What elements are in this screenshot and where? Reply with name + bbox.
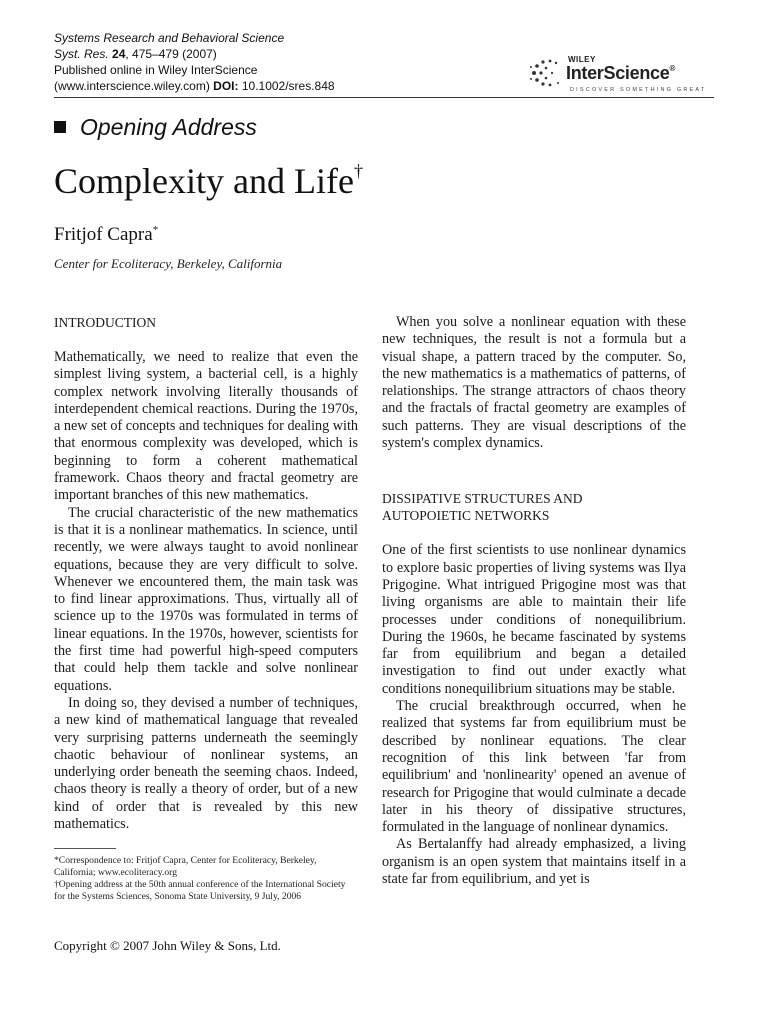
copyright: Copyright © 2007 John Wiley & Sons, Ltd. — [54, 938, 281, 953]
journal-url[interactable]: (www.interscience.wiley.com) — [54, 79, 210, 93]
paragraph: In doing so, they devised a number of techniques, a new kind of mathematical language that revealed very surprising patterns underneath the seemingly chaotic behaviour of nonlinear systems, an underlying order beneath the seeming chaos. Indeed, chaos theory is really a theory of order, but of a new kind of order that is revealed by this new mathematics. — [54, 694, 358, 833]
paragraph: One of the first scientists to use nonlinear dynamics to explore basic properties of living systems was Ilya Prigogine. What intrigued Prigogine most was that living organisms are able to maintain their life processes under conditions of nonequilibrium. During the 1960s, he became fascinated by systems far from equilibrium and began a detailed investigation to find out under exactly what conditions nonequilibrium situations may be stable. — [382, 542, 686, 697]
interscience-wordmark — [566, 63, 675, 84]
section-label-text: Opening Address — [80, 114, 257, 140]
logo-tagline: DISCOVER SOMETHING GREAT — [570, 87, 707, 93]
author — [54, 224, 158, 246]
footnote-correspondence: *Correspondence to: Fritjof Capra, Center for Ecoliteracy, Berkeley, California; www.ecoliteracy.org — [54, 855, 317, 878]
volume: 24 — [112, 47, 126, 61]
footnotes — [54, 855, 358, 903]
wiley-interscience-logo — [528, 55, 728, 97]
paragraph: The crucial breakthrough occurred, when he realized that systems far from equilibrium must be described by nonlinear equations. The clear recognition of this link between 'far from equilibrium' and 'nonlinearity' opened an avenue of research for Prigogine that would culminate a decade later in his theory of dissipative structures, formulated in the language of nonlinear dynamics. — [382, 698, 686, 836]
left-column — [54, 314, 358, 833]
square-bullet-icon — [54, 121, 66, 133]
heading-line: AUTOPOIETIC NETWORKS — [382, 508, 550, 524]
author-footnote-mark[interactable]: * — [152, 224, 159, 236]
published-online: Published online in Wiley InterScience — [54, 63, 258, 77]
section-heading-dissipative — [382, 490, 686, 524]
section-label — [54, 114, 257, 141]
affiliation: Center for Ecoliteracy, Berkeley, California — [54, 256, 283, 271]
paragraph: The crucial characteristic of the new mathematics is that it is a nonlinear mathematics. In science, until recently, we were always taught to avoid nonlinear equations, because they are very difficult to solve. Whenever we encountered them, the main task was to find linear approximations. Thus, virtually all of science up to the 1970s was formulated in terms of linear equations. In the 1970s, however, scientists for the first time had powerful high-speed computers that could help them tackle and solve nonlinear equations. — [54, 504, 358, 694]
paragraph: When you solve a nonlinear equation with these new techniques, the result is not a formula but a visual shape, a pattern traced by the computer. So, the new mathematics is a mathematics of patterns, of relationships. The strange attractors of chaos theory and the fractals of fractal geometry are examples of such patterns. They are visual descriptions of the system's complex dynamics. — [382, 314, 686, 452]
doi[interactable]: 10.1002/sres.848 — [241, 79, 335, 93]
title-text: Complexity and Life — [54, 161, 354, 201]
paragraph: Mathematically, we need to realize that even the simplest living system, a bacterial cell, is a highly complex network involving literally thousands of interdependent chemical reactions. During the 1970s, a new set of concepts and techniques for dealing with that enormous complexity was developed, which is beginning to form a coherent mathematical framework. Chaos theory and fractal geometry are important branches of this new mathematics. — [54, 349, 358, 504]
wiley-wordmark: WILEY — [568, 55, 596, 64]
author-name: Fritjof Capra — [54, 224, 153, 245]
logo-dots-icon — [528, 57, 564, 89]
article-title — [54, 160, 363, 202]
journal-name: Systems Research and Behavioral Science — [54, 31, 285, 45]
section-heading-introduction: INTRODUCTION — [54, 315, 156, 330]
pages-year: , 475–479 (2007) — [125, 47, 217, 61]
footnote-rule — [54, 848, 116, 849]
footnote-opening-address: †Opening address at the 50th annual conference of the International Society for the Systems Sciences, Sonoma State University, 9 July, 2006 — [54, 879, 346, 902]
journal-header — [54, 30, 354, 94]
citation — [54, 46, 354, 62]
registered-mark: ® — [669, 64, 676, 73]
url-doi-line — [54, 78, 354, 94]
paragraph: As Bertalanffy had already emphasized, a living organism is an open system that maintains itself in a state far from equilibrium, and yet is — [382, 836, 686, 888]
doi-label: DOI: — [213, 79, 239, 93]
right-column — [382, 314, 686, 888]
title-footnote-mark[interactable]: † — [353, 161, 363, 181]
citation-prefix: Syst. Res. — [54, 47, 109, 61]
brand-name: InterScience — [566, 63, 670, 83]
header-rule — [54, 97, 714, 98]
heading-line: DISSIPATIVE STRUCTURES AND — [382, 491, 583, 507]
